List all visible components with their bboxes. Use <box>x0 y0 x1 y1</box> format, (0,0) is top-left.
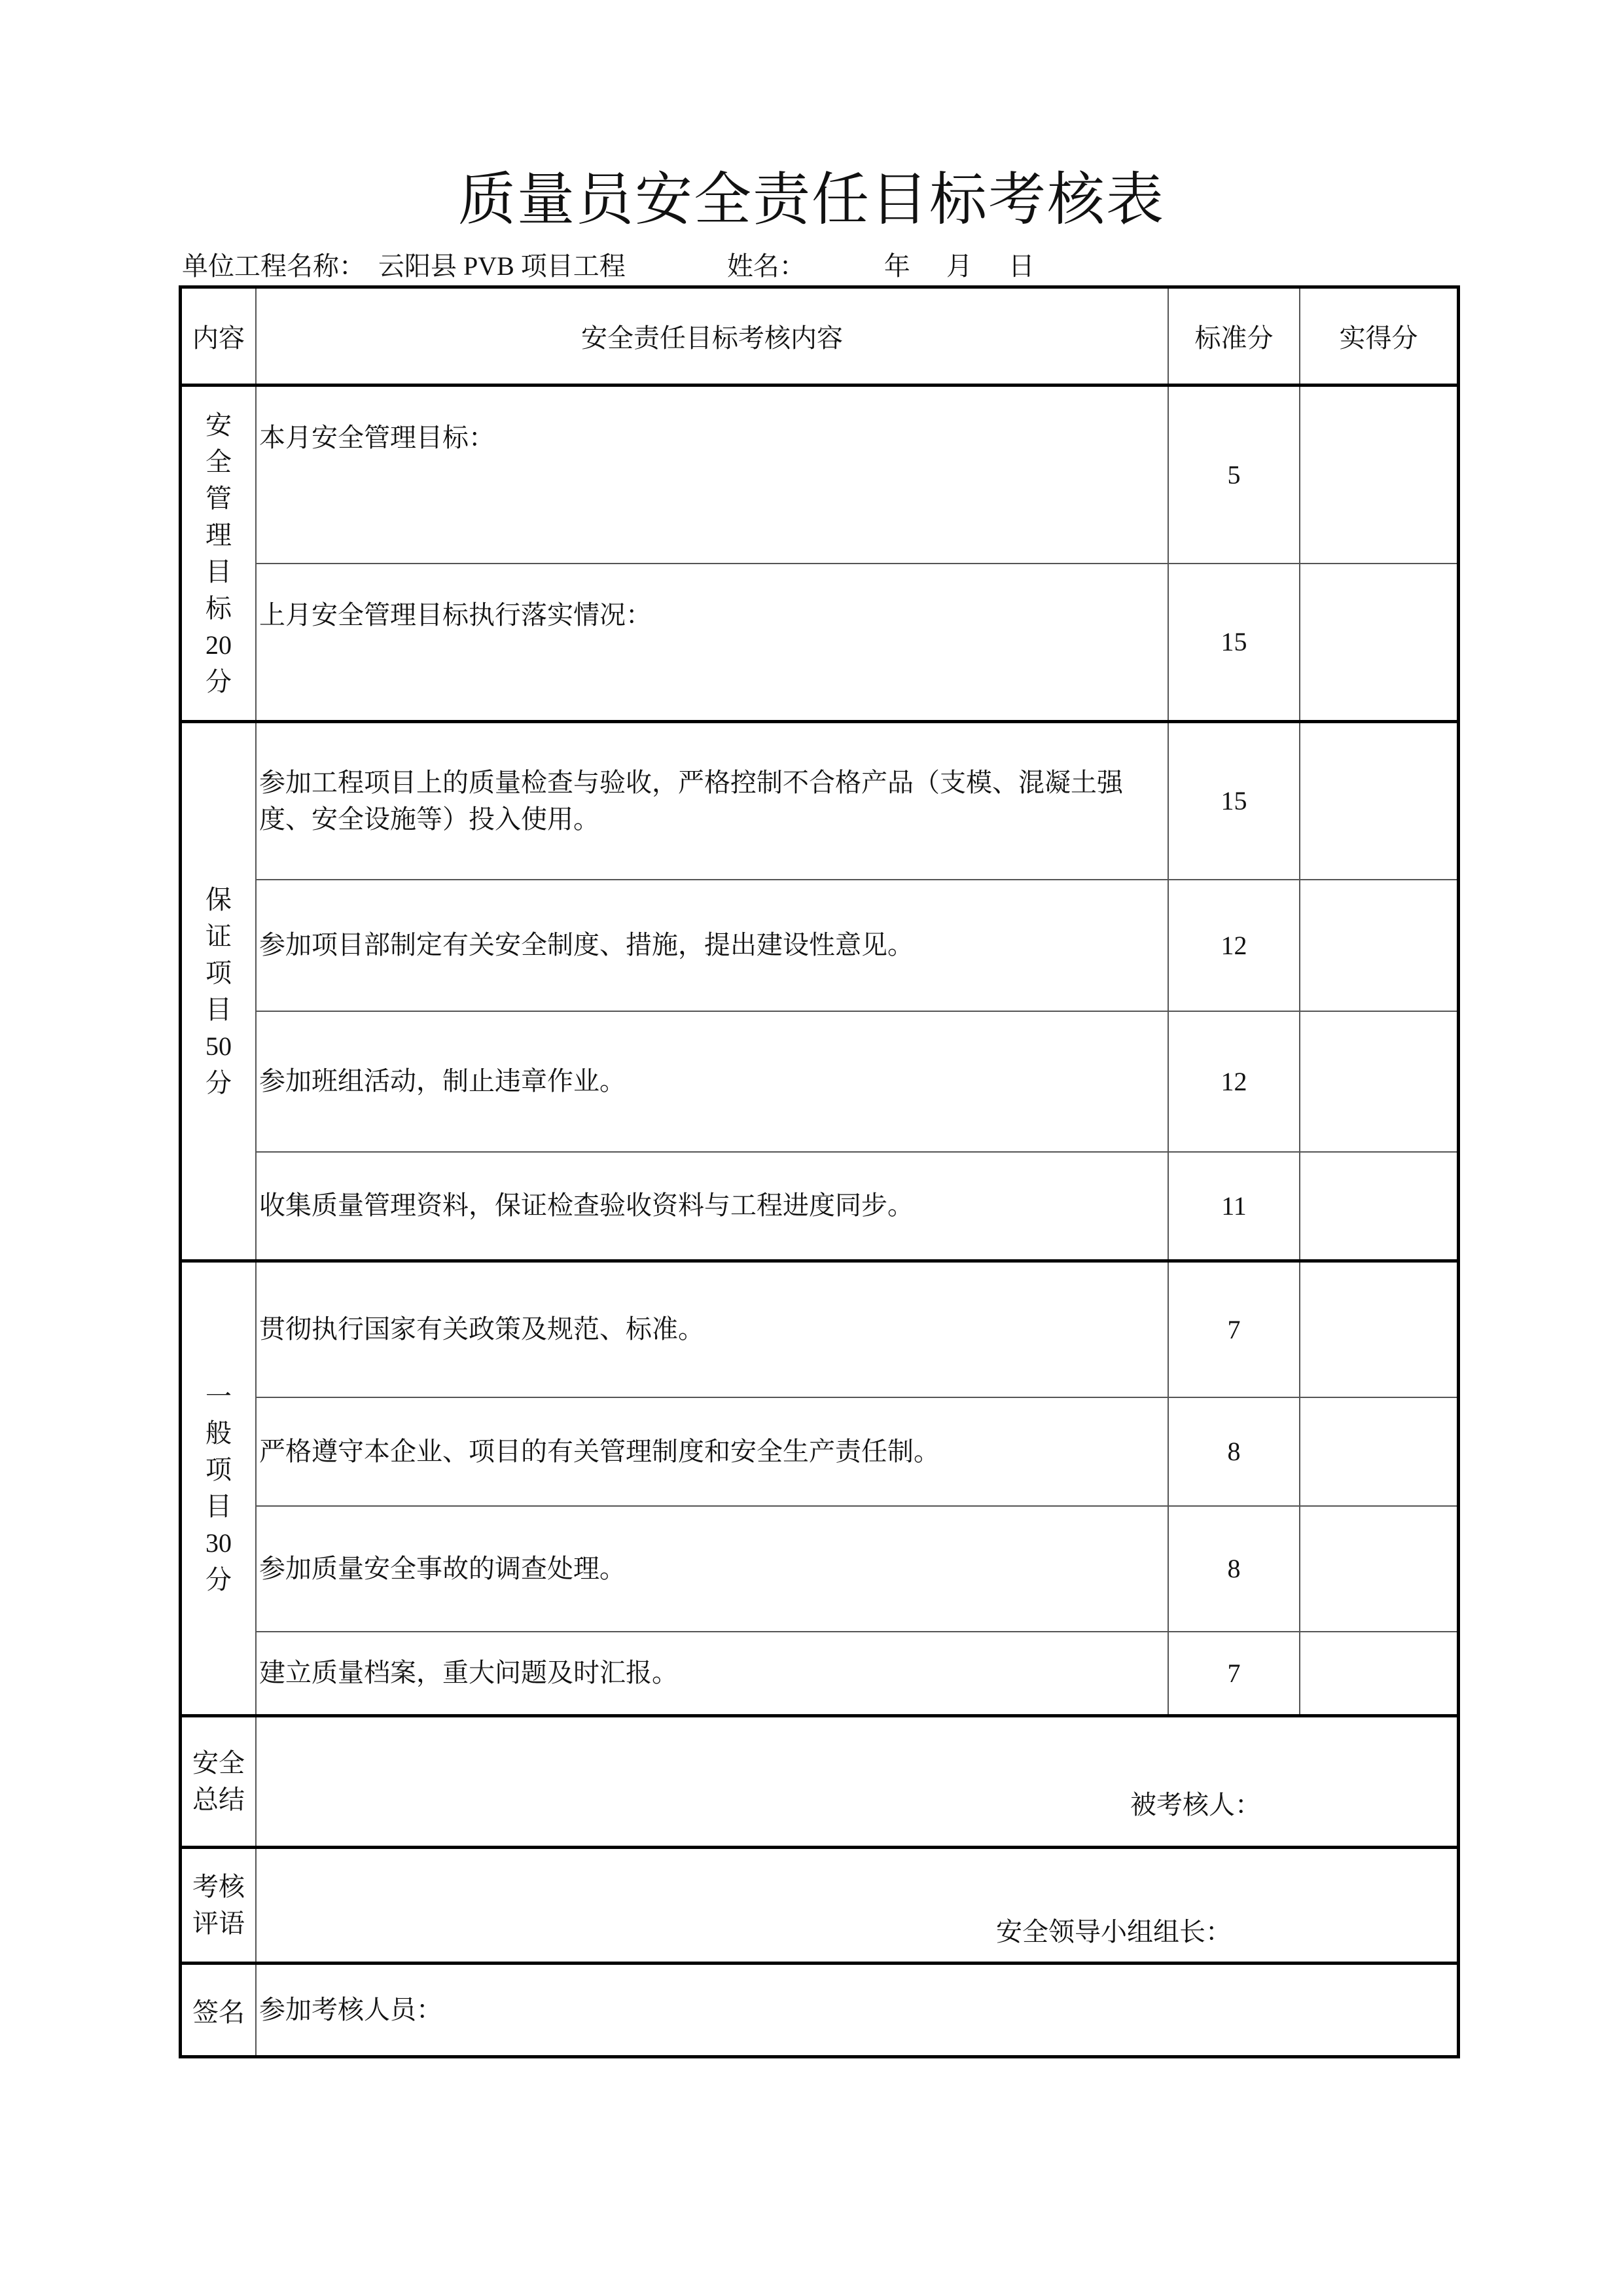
summary-label: 安全总结 <box>181 1716 257 1848</box>
actual-score-cell[interactable] <box>1300 880 1459 1011</box>
page-title: 质量员安全责任目标考核表 <box>457 169 1165 232</box>
signature-field[interactable]: 参加考核人员： <box>256 1964 1459 2057</box>
table-row <box>181 722 1459 880</box>
actual-score-cell[interactable] <box>1300 1261 1459 1397</box>
item-score: 12 <box>1168 1011 1300 1152</box>
summary-signer: 被考核人： <box>1130 1790 1261 1820</box>
unit-label: 单位工程名称： <box>182 251 365 281</box>
assessment-table <box>179 285 1460 2058</box>
item-text: 贯彻执行国家有关政策及规范、标准。 <box>256 1261 1168 1397</box>
item-text: 收集质量管理资料，保证检查验收资料与工程进度同步。 <box>256 1152 1168 1261</box>
table-row <box>181 386 1459 564</box>
table-row <box>181 1506 1459 1632</box>
signature-row <box>181 1964 1459 2057</box>
item-text: 本月安全管理目标： <box>256 386 1168 564</box>
item-text: 建立质量档案，重大问题及时汇报。 <box>256 1632 1168 1716</box>
header-actual: 实得分 <box>1300 287 1459 386</box>
item-score: 15 <box>1168 564 1300 722</box>
table-row <box>181 1152 1459 1261</box>
item-score: 15 <box>1168 722 1300 880</box>
item-score: 5 <box>1168 386 1300 564</box>
item-text: 参加班组活动，制止违章作业。 <box>256 1011 1168 1152</box>
form-meta <box>182 245 1035 283</box>
actual-score-cell[interactable] <box>1300 564 1459 722</box>
item-text: 参加项目部制定有关安全制度、措施，提出建设性意见。 <box>256 880 1168 1011</box>
year-label: 年 <box>883 251 910 281</box>
day-label: 日 <box>1008 251 1035 281</box>
header-items: 安全责任目标考核内容 <box>256 287 1168 386</box>
summary-field[interactable] <box>256 1716 1459 1848</box>
item-score: 7 <box>1168 1261 1300 1397</box>
section-label: 一般项目30分 <box>181 1261 257 1716</box>
unit-value: 云阳县 PVB 项目工程 <box>378 251 626 281</box>
actual-score-cell[interactable] <box>1300 1506 1459 1632</box>
header-row <box>181 287 1459 386</box>
month-label: 月 <box>946 251 972 281</box>
section-label: 保证项目50分 <box>181 722 257 1261</box>
actual-score-cell[interactable] <box>1300 1397 1459 1506</box>
actual-score-cell[interactable] <box>1300 1152 1459 1261</box>
item-text: 严格遵守本企业、项目的有关管理制度和安全生产责任制。 <box>256 1397 1168 1506</box>
item-score: 12 <box>1168 880 1300 1011</box>
item-text: 参加工程项目上的质量检查与验收，严格控制不合格产品（支模、混凝土强度、安全设施等）投入使用。 <box>256 722 1168 880</box>
item-text: 上月安全管理目标执行落实情况： <box>256 564 1168 722</box>
item-score: 7 <box>1168 1632 1300 1716</box>
actual-score-cell[interactable] <box>1300 1011 1459 1152</box>
summary-row <box>181 1716 1459 1848</box>
item-score: 8 <box>1168 1506 1300 1632</box>
table-row <box>181 1011 1459 1152</box>
name-label: 姓名： <box>726 251 806 281</box>
table-row <box>181 564 1459 722</box>
table-row <box>181 1632 1459 1716</box>
header-standard: 标准分 <box>1168 287 1300 386</box>
item-score: 11 <box>1168 1152 1300 1261</box>
actual-score-cell[interactable] <box>1300 722 1459 880</box>
table-row <box>181 880 1459 1011</box>
review-signer: 安全领导小组组长： <box>996 1917 1232 1946</box>
signature-label: 签名 <box>181 1964 257 2057</box>
item-score: 8 <box>1168 1397 1300 1506</box>
table-row <box>181 1261 1459 1397</box>
review-label: 考核评语 <box>181 1848 257 1964</box>
header-content: 内容 <box>181 287 257 386</box>
review-row <box>181 1848 1459 1964</box>
item-text: 参加质量安全事故的调查处理。 <box>256 1506 1168 1632</box>
actual-score-cell[interactable] <box>1300 1632 1459 1716</box>
review-field[interactable] <box>256 1848 1459 1964</box>
section-label: 安全管理目标20分 <box>181 386 257 722</box>
actual-score-cell[interactable] <box>1300 386 1459 564</box>
table-row <box>181 1397 1459 1506</box>
